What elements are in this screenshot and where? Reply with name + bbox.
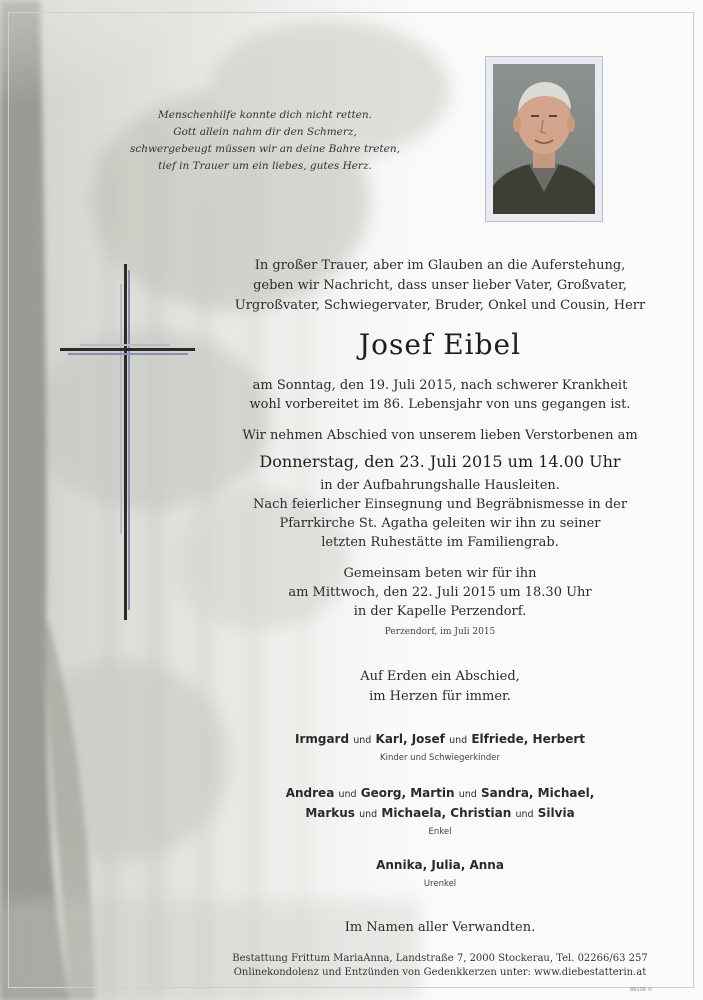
grandchild-name: Michaela, Christian [381,806,512,820]
child-name: Karl, Josef [375,732,445,746]
child-name: Irmgard [294,732,350,746]
prayer-line-1: Gemeinsam beten wir für ihn [343,566,537,581]
grandchild-name: Sandra, Michael, [481,786,595,800]
grandchild-name: Markus [305,806,355,820]
child-name: Elfriede, Herbert [471,732,586,746]
motto-line-2: im Herzen für immer. [369,689,511,704]
print-code: 89108 © [630,987,653,993]
children-names [180,732,700,746]
great-grandchildren-relation: Urenkel [423,879,457,889]
intro-line-3: Urgroßvater, Schwiegervater, Bruder, Onkel und Cousin, Herr [234,298,646,313]
footer-line-1: Bestattung Frittum MariaAnna, Landstraße 7, 2000 Stockerau, Tel. 02266/63 257 [232,953,648,964]
intro-line-1: In großer Trauer, aber im Glauben an die Auferstehung, [254,258,626,273]
poem-line-1: Menschenhilfe konnte dich nicht retten. [158,109,372,121]
death-line-2: wohl vorbereitet im 86. Lebensjahr von uns gegangen ist. [249,397,631,412]
intro-line-2: geben wir Nachricht, dass unser lieber Vater, Großvater, [253,278,627,293]
children-relation: Kinder und Schwiegerkinder [380,753,500,763]
closing-line: Im Namen aller Verwandten. [344,920,536,935]
place-date: Perzendorf, im Juli 2015 [384,627,496,637]
motto-line-1: Auf Erden ein Abschied, [360,669,520,684]
funeral-detail-4: letzten Ruhestätte im Familiengrab. [321,535,559,550]
grandchildren-line-2 [180,806,700,820]
funeral-detail-3: Pfarrkirche St. Agatha geleiten wir ihn zu seiner [279,516,601,531]
portrait-image [493,64,595,214]
portrait-photo [485,56,603,222]
poem-line-4: tief in Trauer um ein liebes, gutes Herz. [158,160,372,172]
funeral-detail-1: in der Aufbahrungshalle Hausleiten. [320,478,560,493]
conjunction: und [449,735,468,746]
grandchild-name: Andrea [285,786,335,800]
poem-line-3: schwergebeugt müssen wir an deine Bahre treten, [130,143,400,155]
prayer-line-3: in der Kapelle Perzendorf. [353,604,527,619]
conjunction: und [338,789,357,800]
cross-icon [60,264,200,620]
great-grandchildren-names: Annika, Julia, Anna [376,858,504,872]
farewell-intro: Wir nehmen Abschied von unserem lieben Verstorbenen am [242,428,638,443]
deceased-name: Josef Eibel [358,328,522,361]
grandchildren-line-1 [180,786,700,800]
grandchildren-relation: Enkel [428,827,452,837]
footer-line-2: Onlinekondolenz und Entzünden von Gedenkkerzen unter: www.diebestatterin.at [233,967,647,978]
conjunction: und [359,809,378,820]
conjunction: und [353,735,372,746]
prayer-line-2: am Mittwoch, den 22. Juli 2015 um 18.30 Uhr [288,585,592,600]
death-line-1: am Sonntag, den 19. Juli 2015, nach schwerer Krankheit [252,378,628,393]
funeral-date: Donnerstag, den 23. Juli 2015 um 14.00 Uhr [259,452,621,471]
conjunction: und [458,789,477,800]
conjunction: und [515,809,534,820]
poem-line-2: Gott allein nahm dir den Schmerz, [173,126,357,138]
grandchild-name: Silvia [537,806,575,820]
funeral-detail-2: Nach feierlicher Einsegnung und Begräbnismesse in der [252,497,628,512]
grandchild-name: Georg, Martin [360,786,455,800]
